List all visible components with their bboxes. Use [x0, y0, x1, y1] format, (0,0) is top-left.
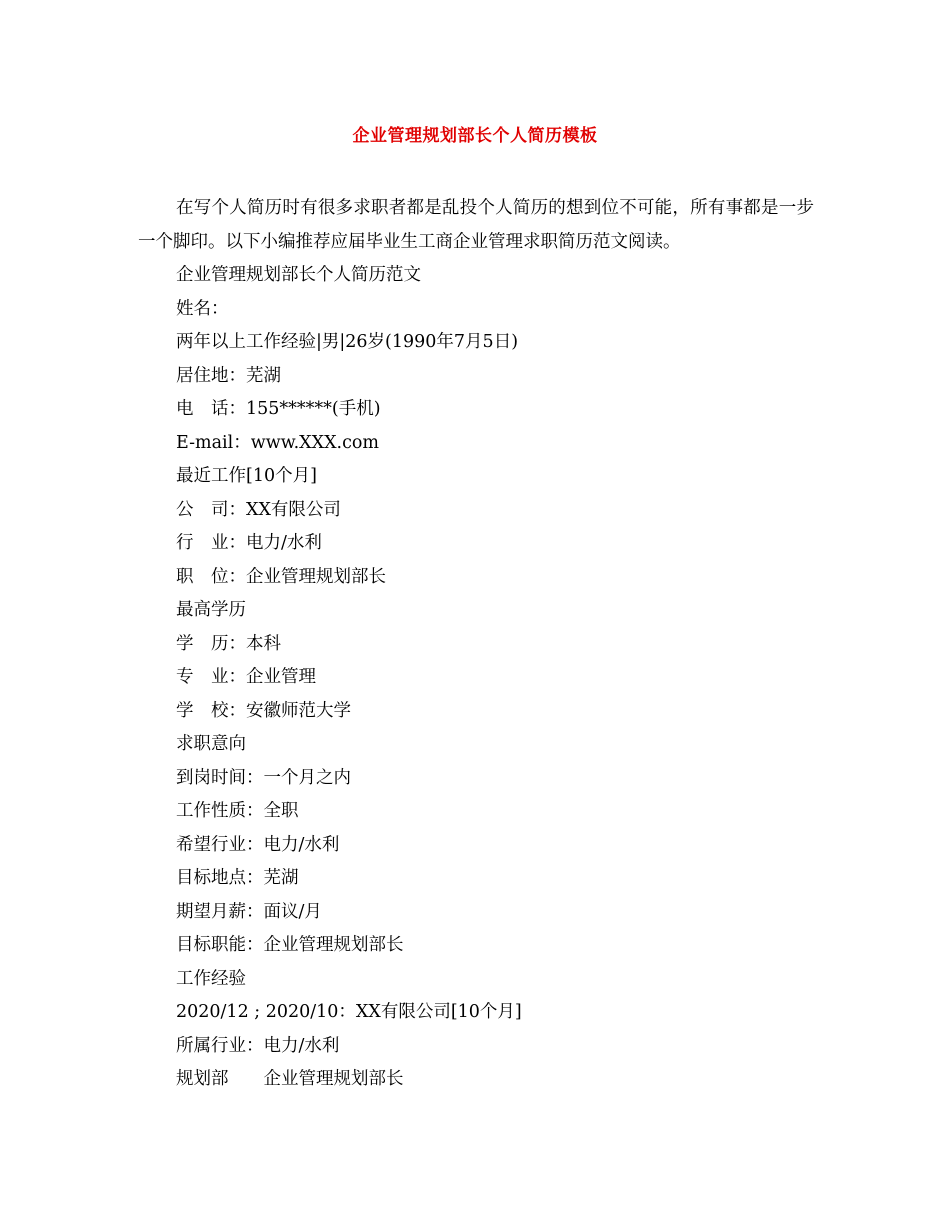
resume-line: 规划部 企业管理规划部长 [176, 1069, 404, 1089]
resume-line: 求职意向 [176, 734, 246, 754]
resume-line: 专 业：企业管理 [176, 667, 316, 687]
intro-paragraph: 在写个人简历时有很多求职者都是乱投个人简历的想到位不可能，所有事都是一步一个脚印。以下小编推荐应届毕业生工商企业管理求职简历范文阅读。 [138, 198, 814, 252]
document-title: 企业管理规划部长个人简历模板 [352, 126, 598, 146]
resume-line: 电 话：155******(手机) [176, 399, 381, 419]
resume-line: 2020/12 ; 2020/10：XX有限公司[10个月] [176, 1002, 522, 1022]
resume-line: 目标职能：企业管理规划部长 [176, 935, 404, 955]
resume-line: E-mail：www.XXX.com [176, 432, 380, 453]
resume-line: 姓名： [176, 298, 229, 319]
resume-line: 最近工作[10个月] [176, 466, 317, 486]
resume-line: 职 位：企业管理规划部长 [176, 566, 386, 587]
resume-line: 公 司：XX有限公司 [176, 499, 341, 520]
resume-line: 目标地点：芜湖 [176, 868, 299, 888]
resume-line: 学 历：本科 [176, 633, 281, 654]
resume-line: 居住地：芜湖 [176, 365, 281, 386]
resume-line: 工作性质：全职 [176, 801, 299, 821]
resume-line: 行 业：电力/水利 [176, 533, 322, 553]
resume-line: 最高学历 [176, 600, 246, 620]
resume-line: 到岗时间：一个月之内 [176, 767, 351, 788]
resume-line: 两年以上工作经验|男|26岁(1990年7月5日) [176, 332, 519, 352]
resume-lines [176, 259, 816, 1097]
resume-line: 企业管理规划部长个人简历范文 [176, 265, 421, 285]
resume-line: 期望月薪：面议/月 [176, 901, 322, 922]
resume-line: 工作经验 [176, 968, 246, 989]
resume-line: 希望行业：电力/水利 [176, 834, 340, 855]
resume-line: 学 校：安徽师范大学 [176, 700, 351, 721]
resume-line: 所属行业：电力/水利 [176, 1035, 340, 1056]
